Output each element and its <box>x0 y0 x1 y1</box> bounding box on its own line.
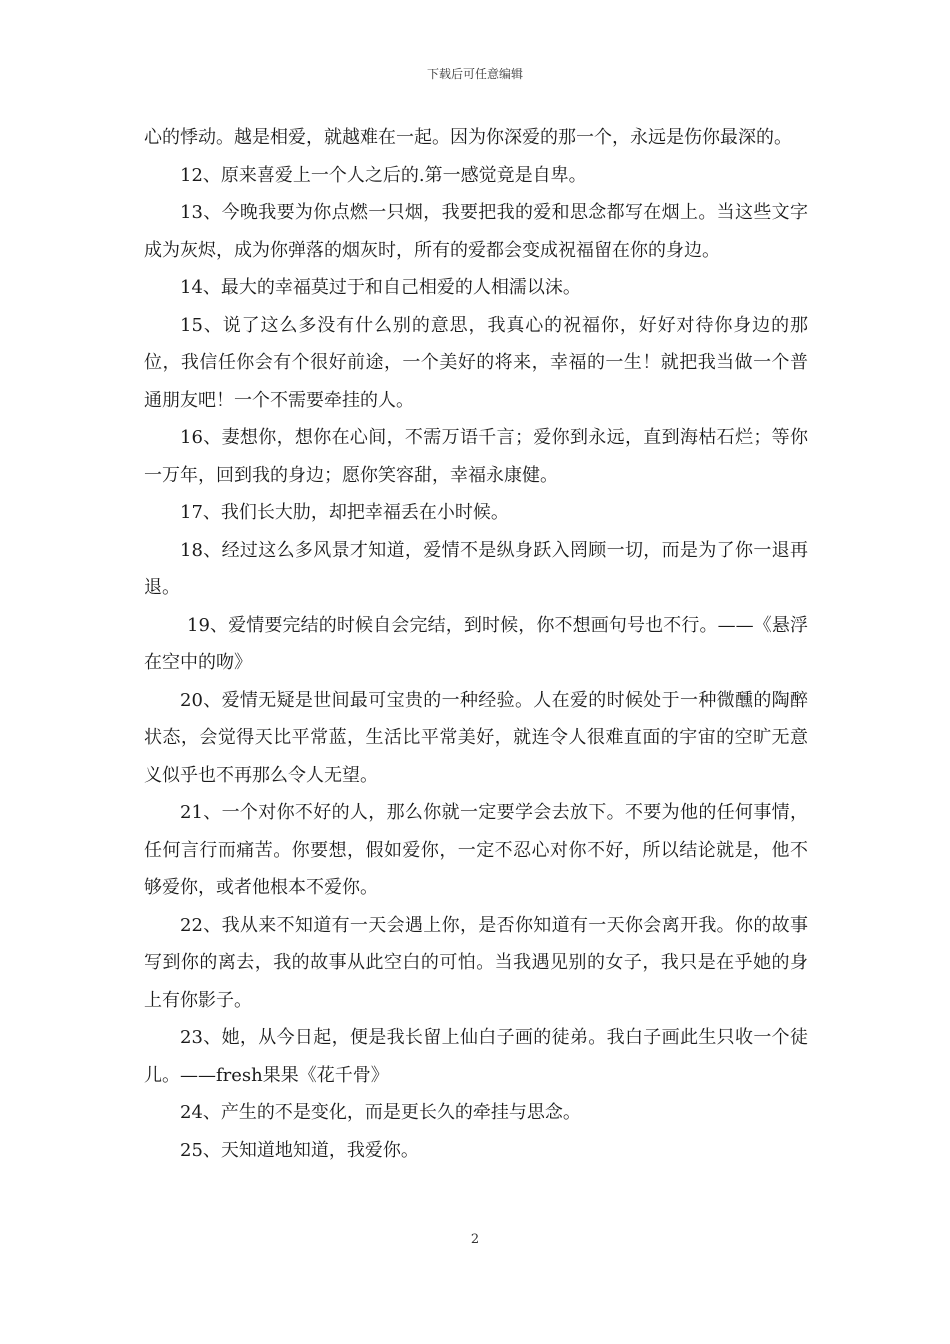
paragraph-22: 22、我从来不知道有一天会遇上你，是否你知道有一天你会离开我。你的故事写到你的离去，我的故事从此空白的可怕。当我遇见别的女子，我只是在乎她的身上有你影子。 <box>144 914 808 1011</box>
paragraph-23: 23、她，从今日起，便是我长留上仙白子画的徒弟。我白子画此生只收一个徒儿。——fresh果果《花千骨》 <box>144 1027 808 1086</box>
paragraph-25: 25、天知道地知道，我爱你。 <box>180 1139 419 1161</box>
paragraph-17: 17、我们长大肋，却把幸福丢在小时候。 <box>180 502 509 523</box>
paragraph-14: 14、最大的幸福莫过于和自己相爱的人相濡以沫。 <box>180 277 581 298</box>
paragraph-16: 16、妻想你，想你在心间，不需万语千言；爱你到永远，直到海枯石烂；等你一万年，回到我的身边；愿你笑容甜，幸福永康健。 <box>144 427 808 486</box>
page-number: 2 <box>470 1232 480 1247</box>
paragraph-24: 24、产生的不是变化，而是更长久的牵挂与思念。 <box>180 1102 581 1123</box>
paragraph-continuation: 心的悸动。越是相爱，就越难在一起。因为你深爱的那一个，永远是伤你最深的。 <box>144 127 792 148</box>
paragraph-19: 19、爱情要完结的时候自会完结，到时候，你不想画句号也不行。——《悬浮在空中的吻》 <box>144 614 808 673</box>
paragraph-18: 18、经过这么多风景才知道，爱情不是纵身跃入罔顾一切，而是为了你一退再退。 <box>144 539 808 598</box>
page-header: 下载后可任意编辑 <box>426 67 523 81</box>
paragraph-20: 20、爱情无疑是世间最可宝贵的一种经验。人在爱的时候处于一种微醺的陶醉状态，会觉得天比平常蓝，生活比平常美好，就连令人很难直面的宇宙的空旷无意义似乎也不再那么令人无望。 <box>144 689 808 786</box>
paragraph-13: 13、今晚我要为你点燃一只烟，我要把我的爱和思念都写在烟上。当这些文字成为灰烬，成为你弹落的烟灰时，所有的爱都会变成祝福留在你的身边。 <box>144 202 808 261</box>
paragraph-15: 15、说了这么多没有什么别的意思，我真心的祝福你，好好对待你身边的那位，我信任你会有个很好前途，一个美好的将来，幸福的一生！就把我当做一个普通朋友吧！一个不需要牵挂的人。 <box>144 314 808 411</box>
paragraph-21: 21、一个对你不好的人，那么你就一定要学会去放下。不要为他的任何事情，任何言行而痛苦。你要想，假如爱你，一定不忍心对你不好，所以结论就是，他不够爱你，或者他根本不爱你。 <box>144 802 808 898</box>
paragraph-12: 12、原来喜爱上一个人之后的.第一感觉竟是自卑。 <box>180 164 587 186</box>
document-body <box>144 119 808 1169</box>
